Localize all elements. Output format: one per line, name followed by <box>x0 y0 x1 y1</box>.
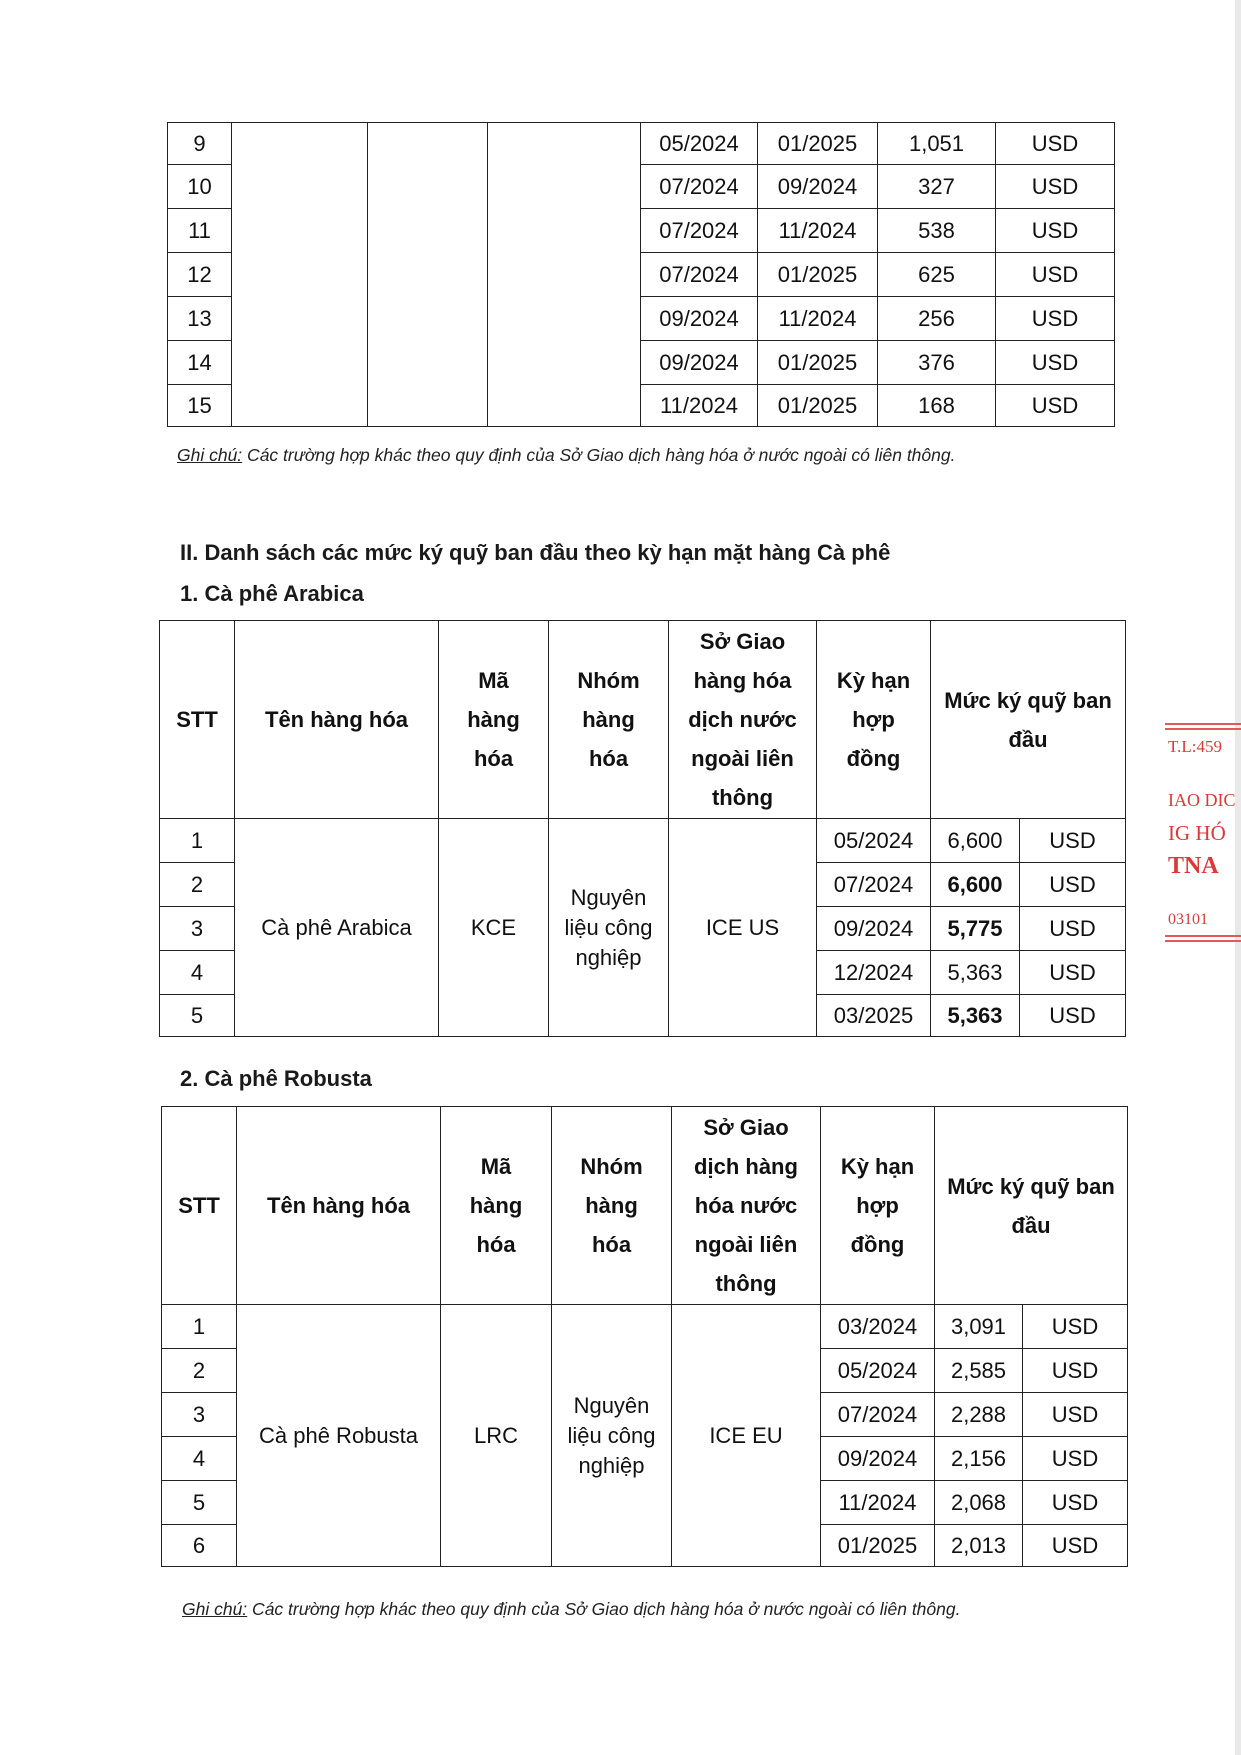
currency-cell: USD <box>1023 1525 1128 1567</box>
currency-cell: USD <box>1023 1305 1128 1349</box>
amount-cell: 2,288 <box>935 1393 1023 1437</box>
stt-cell: 14 <box>168 341 232 385</box>
from-cell: 09/2024 <box>641 341 758 385</box>
stt-cell: 3 <box>162 1393 237 1437</box>
section-title: II. Danh sách các mức ký quỹ ban đầu theo kỳ hạn mặt hàng Cà phê <box>180 540 891 565</box>
margin-table-continued <box>167 122 1115 427</box>
stt-cell: 4 <box>160 951 235 995</box>
from-cell: 07/2024 <box>641 165 758 209</box>
amount-cell: 5,363 <box>931 951 1020 995</box>
stt-cell: 13 <box>168 297 232 341</box>
stt-cell: 2 <box>162 1349 237 1393</box>
to-cell: 01/2025 <box>758 253 878 297</box>
to-cell: 01/2025 <box>758 385 878 427</box>
to-cell: 11/2024 <box>758 297 878 341</box>
robusta-title: 2. Cà phê Robusta <box>180 1066 372 1091</box>
currency-cell: USD <box>1023 1393 1128 1437</box>
currency-cell: USD <box>996 341 1115 385</box>
currency-cell: USD <box>1020 819 1126 863</box>
group-cell-empty <box>488 123 641 427</box>
product-group-cell: Nguyên liệu công nghiệp <box>549 819 669 1037</box>
currency-cell: USD <box>1020 863 1126 907</box>
amount-cell: 256 <box>878 297 996 341</box>
stt-cell: 15 <box>168 385 232 427</box>
note-label: Ghi chú: <box>182 1599 248 1619</box>
header-name: Tên hàng hóa <box>235 621 439 819</box>
amount-cell: 625 <box>878 253 996 297</box>
stamp-ring <box>1165 728 1241 730</box>
stamp-ring <box>1165 940 1241 942</box>
amount-cell: 2,013 <box>935 1525 1023 1567</box>
amount-cell: 168 <box>878 385 996 427</box>
arabica-table <box>159 620 1126 1037</box>
term-cell: 05/2024 <box>821 1349 935 1393</box>
currency-cell: USD <box>1023 1349 1128 1393</box>
currency-cell: USD <box>1020 995 1126 1037</box>
term-cell: 07/2024 <box>821 1393 935 1437</box>
currency-cell: USD <box>1023 1481 1128 1525</box>
exchange-cell: ICE EU <box>672 1305 821 1567</box>
amount-cell: 2,068 <box>935 1481 1023 1525</box>
stt-cell: 3 <box>160 907 235 951</box>
header-code: Mã hàng hóa <box>441 1107 552 1305</box>
currency-cell: USD <box>1023 1437 1128 1481</box>
official-stamp <box>1160 715 1241 945</box>
stamp-text: IG HÓ <box>1168 821 1226 845</box>
product-code-cell: KCE <box>439 819 549 1037</box>
note-label: Ghi chú: <box>177 445 243 465</box>
term-cell: 09/2024 <box>817 907 931 951</box>
stt-cell: 1 <box>160 819 235 863</box>
continued-table-body <box>168 123 1115 427</box>
currency-cell: USD <box>996 385 1115 427</box>
stamp-ring <box>1165 723 1241 725</box>
stt-cell: 5 <box>160 995 235 1037</box>
header-row <box>162 1107 1128 1305</box>
header-stt: STT <box>162 1107 237 1305</box>
header-stt: STT <box>160 621 235 819</box>
header-exchange: Sở Giao hàng hóa dịch nước ngoài liên thông <box>669 621 817 819</box>
header-row <box>160 621 1126 819</box>
stt-cell: 6 <box>162 1525 237 1567</box>
product-name-cell: Cà phê Arabica <box>235 819 439 1037</box>
amount-cell: 2,585 <box>935 1349 1023 1393</box>
note-text: Các trường hợp khác theo quy định của Sở Giao dịch hàng hóa ở nước ngoài có liên thông. <box>247 1599 961 1619</box>
arabica-table-body <box>160 819 1126 1037</box>
amount-cell: 538 <box>878 209 996 253</box>
currency-cell: USD <box>1020 951 1126 995</box>
term-cell: 03/2024 <box>821 1305 935 1349</box>
amount-cell: 1,051 <box>878 123 996 165</box>
amount-cell: 2,156 <box>935 1437 1023 1481</box>
from-cell: 07/2024 <box>641 209 758 253</box>
stt-cell: 10 <box>168 165 232 209</box>
product-name-cell: Cà phê Robusta <box>237 1305 441 1567</box>
currency-cell: USD <box>996 297 1115 341</box>
term-cell: 12/2024 <box>817 951 931 995</box>
term-cell: 09/2024 <box>821 1437 935 1481</box>
term-cell: 01/2025 <box>821 1525 935 1567</box>
amount-cell: 5,775 <box>931 907 1020 951</box>
currency-cell: USD <box>996 209 1115 253</box>
amount-cell: 3,091 <box>935 1305 1023 1349</box>
to-cell: 11/2024 <box>758 209 878 253</box>
robusta-table-body <box>162 1305 1128 1567</box>
currency-cell: USD <box>996 253 1115 297</box>
to-cell: 09/2024 <box>758 165 878 209</box>
amount-cell: 327 <box>878 165 996 209</box>
stt-cell: 5 <box>162 1481 237 1525</box>
arabica-table-header <box>160 621 1126 819</box>
stt-cell: 11 <box>168 209 232 253</box>
exchange-cell: ICE US <box>669 819 817 1037</box>
stamp-text: 03101 <box>1168 911 1208 928</box>
to-cell: 01/2025 <box>758 341 878 385</box>
robusta-table-header <box>162 1107 1128 1305</box>
stamp-text: TNA <box>1168 853 1219 879</box>
from-cell: 05/2024 <box>641 123 758 165</box>
amount-cell: 6,600 <box>931 863 1020 907</box>
amount-cell: 376 <box>878 341 996 385</box>
note-1 <box>177 445 955 466</box>
to-cell: 01/2025 <box>758 123 878 165</box>
arabica-title: 1. Cà phê Arabica <box>180 581 364 606</box>
header-margin: Mức ký quỹ ban đầu <box>935 1107 1128 1305</box>
robusta-table <box>161 1106 1128 1567</box>
code-cell-empty <box>368 123 488 427</box>
table-row <box>168 123 1115 165</box>
stt-cell: 4 <box>162 1437 237 1481</box>
term-cell: 03/2025 <box>817 995 931 1037</box>
from-cell: 07/2024 <box>641 253 758 297</box>
currency-cell: USD <box>996 165 1115 209</box>
note-text: Các trường hợp khác theo quy định của Sở Giao dịch hàng hóa ở nước ngoài có liên thông. <box>242 445 956 465</box>
header-name: Tên hàng hóa <box>237 1107 441 1305</box>
table-row <box>162 1305 1128 1349</box>
term-cell: 05/2024 <box>817 819 931 863</box>
header-term: Kỳ hạn hợp đồng <box>817 621 931 819</box>
product-code-cell: LRC <box>441 1305 552 1567</box>
stamp-text: T.L:459 <box>1168 737 1222 756</box>
term-cell: 07/2024 <box>817 863 931 907</box>
table-row <box>160 819 1126 863</box>
term-cell: 11/2024 <box>821 1481 935 1525</box>
stamp-ring <box>1165 935 1241 937</box>
amount-cell: 5,363 <box>931 995 1020 1037</box>
header-group: Nhóm hàng hóa <box>549 621 669 819</box>
stt-cell: 1 <box>162 1305 237 1349</box>
header-margin: Mức ký quỹ ban đầu <box>931 621 1126 819</box>
name-cell-empty <box>232 123 368 427</box>
header-term: Kỳ hạn hợp đồng <box>821 1107 935 1305</box>
currency-cell: USD <box>1020 907 1126 951</box>
amount-cell: 6,600 <box>931 819 1020 863</box>
stamp-text: IAO DIC <box>1168 790 1236 810</box>
stt-cell: 12 <box>168 253 232 297</box>
currency-cell: USD <box>996 123 1115 165</box>
header-group: Nhóm hàng hóa <box>552 1107 672 1305</box>
from-cell: 09/2024 <box>641 297 758 341</box>
from-cell: 11/2024 <box>641 385 758 427</box>
note-2 <box>182 1599 960 1620</box>
stt-cell: 9 <box>168 123 232 165</box>
stt-cell: 2 <box>160 863 235 907</box>
product-group-cell: Nguyên liệu công nghiệp <box>552 1305 672 1567</box>
header-code: Mã hàng hóa <box>439 621 549 819</box>
header-exchange: Sở Giao dịch hàng hóa nước ngoài liên thông <box>672 1107 821 1305</box>
